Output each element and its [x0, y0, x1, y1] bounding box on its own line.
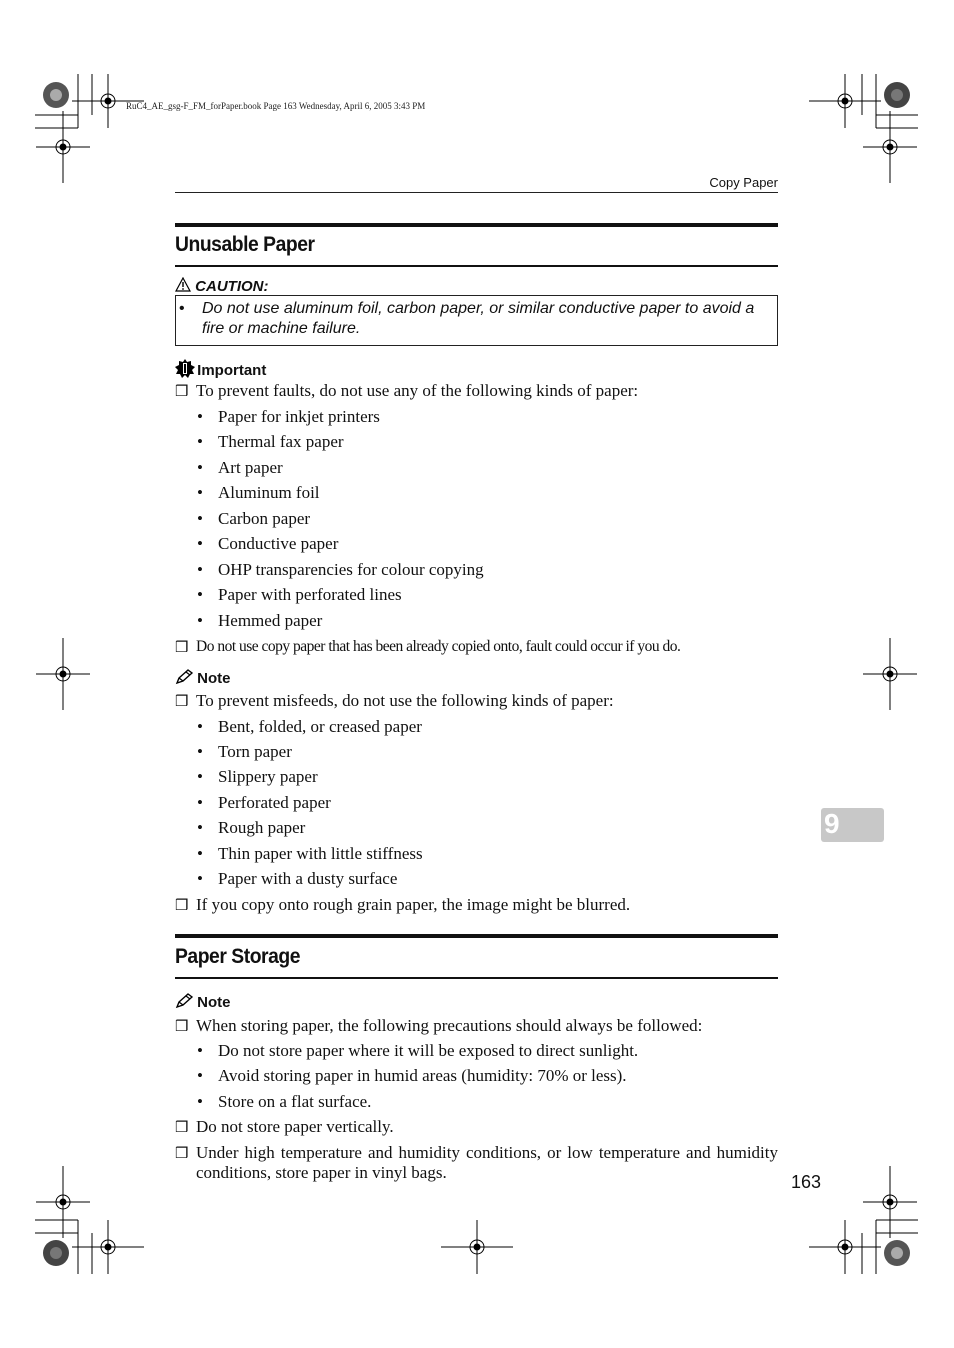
- checkbox-icon: ❒: [175, 692, 189, 710]
- pencil-icon: [175, 993, 193, 1009]
- chapter-tab: [821, 808, 884, 842]
- caution-label: CAUTION:: [195, 278, 269, 295]
- running-head: Copy Paper: [709, 175, 778, 190]
- header-rule: [175, 192, 778, 193]
- warning-icon: [175, 277, 191, 292]
- checkbox-icon: ❒: [175, 1118, 189, 1136]
- important-heading: [175, 359, 266, 379]
- caution-text: Do not use aluminum foil, carbon paper, or similar conductive paper to avoid a fire or machine failure.: [202, 300, 755, 337]
- chapter-number: 9: [824, 808, 840, 839]
- caution-bullet: •: [179, 300, 185, 317]
- section-rule-bottom: [175, 265, 778, 267]
- checkbox-icon: ❒: [175, 382, 189, 400]
- note-label: Note: [197, 994, 231, 1011]
- print-slug: RuC4_AE_gsg-F_FM_forPaper.book Page 163 Wednesday, April 6, 2005 3:43 PM: [126, 101, 426, 111]
- section-rule-top: [175, 934, 778, 938]
- note-heading: [175, 669, 231, 687]
- section-rule-bottom: [175, 977, 778, 979]
- caution-box: [175, 295, 778, 346]
- checkbox-icon: ❒: [175, 638, 188, 656]
- caution-heading: [175, 277, 269, 295]
- section-title-paper-storage: Paper Storage: [175, 945, 301, 968]
- important-icon: [175, 359, 195, 378]
- section-title-unusable-paper: Unusable Paper: [175, 233, 315, 256]
- important-label: Important: [197, 362, 267, 379]
- checkbox-icon: ❒: [175, 1017, 189, 1035]
- page-number: 163: [791, 1172, 822, 1192]
- note-label: Note: [197, 670, 231, 687]
- checkbox-icon: ❒: [175, 1144, 189, 1162]
- section-rule-top: [175, 223, 778, 227]
- checkbox-icon: ❒: [175, 896, 189, 914]
- note-heading: [175, 993, 231, 1011]
- storage-extra-2: ❒ Under high temperature and humidity conditions, or low temperature and humidity conditions, store paper in vinyl bags.: [175, 1143, 778, 1182]
- pencil-icon: [175, 669, 193, 685]
